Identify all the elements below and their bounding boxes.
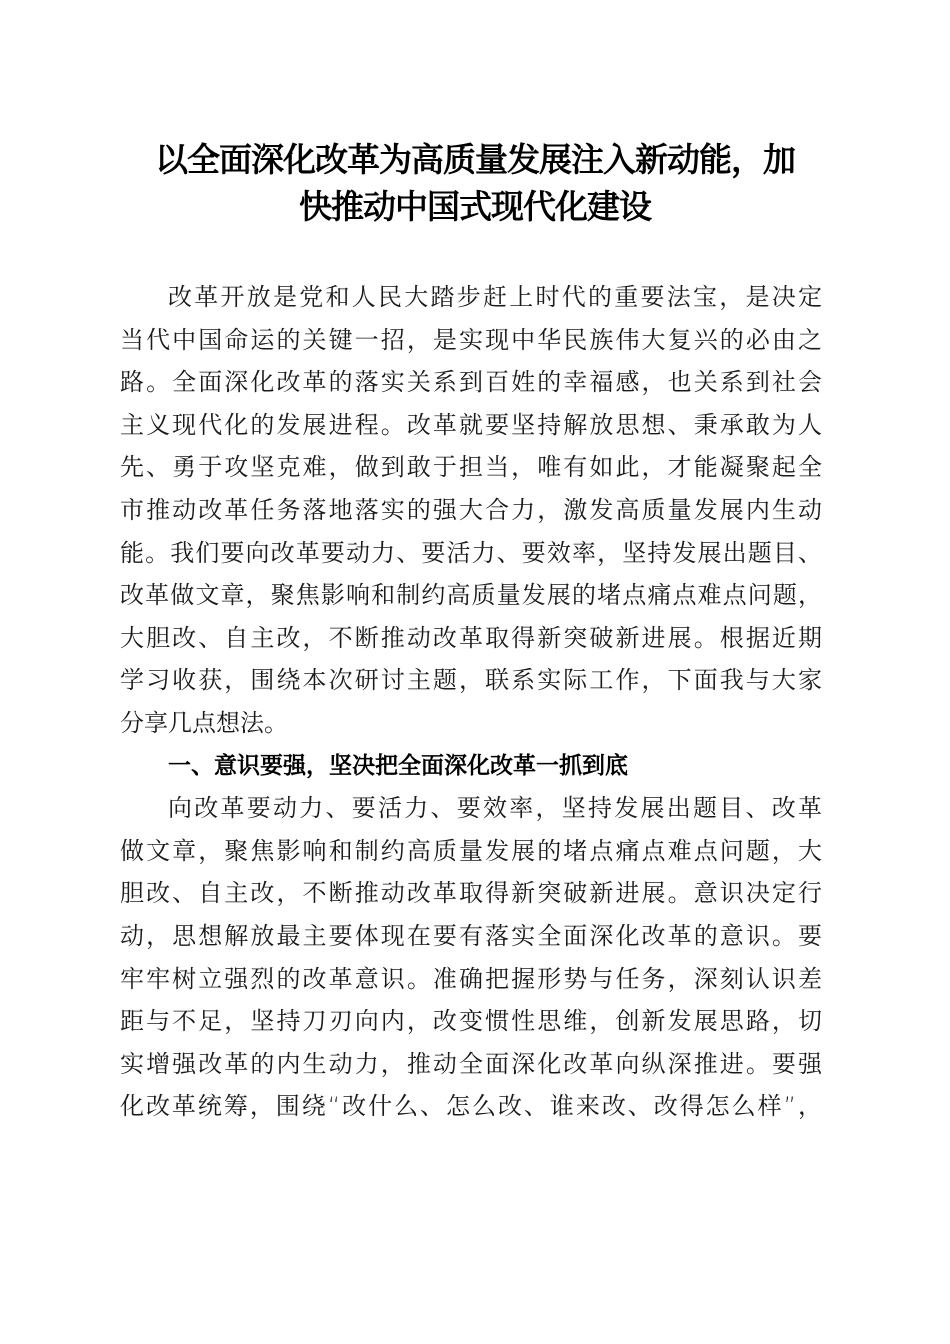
paragraph-line: 先、勇于攻坚克难，做到敢于担当，唯有如此，才能凝聚起全 (120, 453, 822, 482)
paragraph-line: 路。全面深化改革的落实关系到百姓的幸福感，也关系到社会 (120, 368, 822, 397)
paragraph-line: 改革做文章，聚焦影响和制约高质量发展的堵点痛点难点问题， (120, 581, 822, 610)
title-line-2: 快推动中国式现代化建设 (299, 187, 651, 226)
section-heading-1 (120, 745, 822, 788)
paragraph-line: 分享几点想法。 (120, 708, 288, 737)
paragraph-line: 主义现代化的发展进程。改革就要坚持解放思想、秉承敢为人 (120, 410, 822, 439)
paragraph-line: 学习收获，围绕本次研讨主题，联系实际工作，下面我与大家 (120, 666, 822, 695)
paragraph-line: 化改革统筹，围绕“改什么、怎么改、谁来改、改得怎么样”， (120, 1092, 822, 1121)
paragraph-line: 胆改、自主改，不断推动改革取得新突破新进展。意识决定行 (120, 879, 822, 908)
intro-paragraph (120, 276, 822, 745)
paragraph-line: 向改革要动力、要活力、要效率，坚持发展出题目、改革 (168, 794, 822, 823)
paragraph-line: 距与不足，坚持刀刃向内，改变惯性思维，创新发展思路，切 (120, 1007, 822, 1036)
paragraph-line: 能。我们要向改革要动力、要活力、要效率，坚持发展出题目、 (120, 538, 822, 567)
paragraph-line: 市推动改革任务落地落实的强大合力，激发高质量发展内生动 (120, 495, 822, 524)
paragraph-line: 当代中国命运的关键一招，是实现中华民族伟大复兴的必由之 (120, 325, 822, 354)
title-line-1: 以全面深化改革为高质量发展注入新动能，加 (155, 140, 795, 179)
section-1-paragraph (120, 787, 822, 1128)
section-heading-text: 一、意识要强，坚决把全面深化改革一抓到底 (168, 752, 628, 779)
paragraph-line: 大胆改、自主改，不断推动改革取得新突破新进展。根据近期 (120, 623, 822, 652)
document-title (100, 136, 850, 230)
paragraph-line: 牢牢树立强烈的改革意识。准确把握形势与任务，深刻认识差 (120, 964, 822, 993)
paragraph-line: 改革开放是党和人民大踏步赶上时代的重要法宝，是决定 (168, 283, 822, 311)
paragraph-line: 动，思想解放最主要体现在要有落实全面深化改革的意识。要 (120, 921, 822, 950)
paragraph-line: 做文章，聚焦影响和制约高质量发展的堵点痛点难点问题，大 (120, 836, 822, 865)
paragraph-line: 实增强改革的内生动力，推动全面深化改革向纵深推进。要强 (120, 1049, 822, 1078)
document-body (120, 276, 822, 1128)
